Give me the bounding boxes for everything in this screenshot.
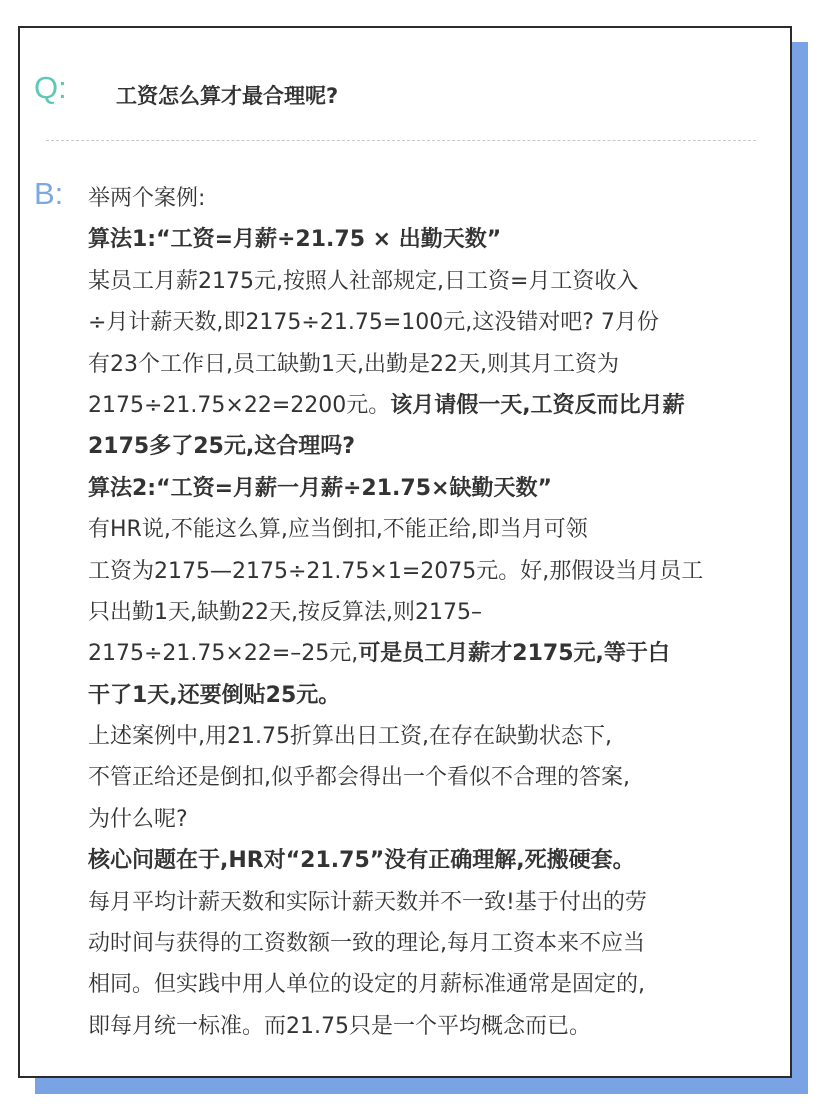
answer-line: [88, 1006, 778, 1047]
answer-line: [88, 592, 778, 633]
answer-text: 2175÷21.75×22=–25元,: [88, 641, 359, 667]
answer-text: 每月平均计薪天数和实际计薪天数并不一致!基于付出的劳: [88, 889, 647, 915]
answer-line: [88, 426, 778, 467]
answer-line: [88, 840, 778, 881]
answer-line: [88, 344, 778, 385]
answer-line: [88, 219, 778, 260]
answer-line: [88, 882, 778, 923]
answer-line: [88, 716, 778, 757]
answer-text-bold: 算法2:“工资=月薪一月薪÷21.75×缺勤天数”: [88, 475, 552, 501]
answer-text: 有HR说,不能这么算,应当倒扣,不能正给,即当月可领: [88, 517, 588, 543]
answer-line: [88, 385, 778, 426]
answer-line: [88, 675, 778, 716]
answer-text: 2175÷21.75×22=2200元。: [88, 392, 391, 418]
answer-text-bold: 核心问题在于,HR对“21.75”没有正确理解,死搬硬套。: [88, 848, 635, 874]
answer-text: ÷月计薪天数,即2175÷21.75=100元,这没错对吧? 7月份: [88, 310, 659, 336]
answer-text-bold: 干了1天,还要倒贴25元。: [88, 682, 341, 708]
dashed-divider: [46, 140, 756, 141]
answer-line: [88, 551, 778, 592]
answer-line: [88, 633, 778, 674]
answer-line: [88, 302, 778, 343]
answer-text-bold: 算法1:“工资=月薪÷21.75 × 出勤天数”: [88, 227, 502, 253]
answer-line: [88, 178, 778, 219]
answer-text-bold: 2175多了25元,这合理吗?: [88, 434, 355, 460]
answer-line: [88, 799, 778, 840]
answer-text: 动时间与获得的工资数额一致的理论,每月工资本来不应当: [88, 931, 645, 957]
answer-line: [88, 757, 778, 798]
answer-body: [88, 178, 778, 1047]
answer-text: 为什么呢?: [88, 806, 188, 832]
answer-text: 有23个工作日,员工缺勤1天,出勤是22天,则其月工资为: [88, 351, 619, 377]
answer-text: 只出勤1天,缺勤22天,按反算法,则2175–: [88, 599, 482, 625]
answer-text: 相同。但实践中用人单位的设定的月薪标准通常是固定的,: [88, 972, 645, 998]
question-text: 工资怎么算才最合理呢?: [116, 84, 339, 108]
answer-text: 某员工月薪2175元,按照人社部规定,日工资=月工资收入: [88, 268, 639, 294]
answer-line: [88, 509, 778, 550]
answer-label: B:: [34, 176, 64, 211]
answer-text-bold: 可是员工月薪才2175元,等于白: [358, 641, 670, 667]
answer-text-bold: 该月请假一天,工资反而比月薪: [390, 392, 685, 418]
answer-line: [88, 468, 778, 509]
answer-line: [88, 261, 778, 302]
answer-line: [88, 923, 778, 964]
answer-text: 举两个案例:: [88, 186, 206, 211]
answer-text: 即每月统一标准。而21.75只是一个平均概念而已。: [88, 1013, 591, 1039]
answer-text: 不管正给还是倒扣,似乎都会得出一个看似不合理的答案,: [88, 765, 630, 791]
question-label: Q:: [34, 70, 67, 105]
answer-text: 上述案例中,用21.75折算出日工资,在存在缺勤状态下,: [88, 724, 612, 750]
answer-line: [88, 964, 778, 1005]
question-row: [34, 68, 774, 112]
answer-text: 工资为2175—2175÷21.75×1=2075元。好,那假设当月员工: [88, 558, 704, 584]
qa-card: [18, 26, 792, 1078]
